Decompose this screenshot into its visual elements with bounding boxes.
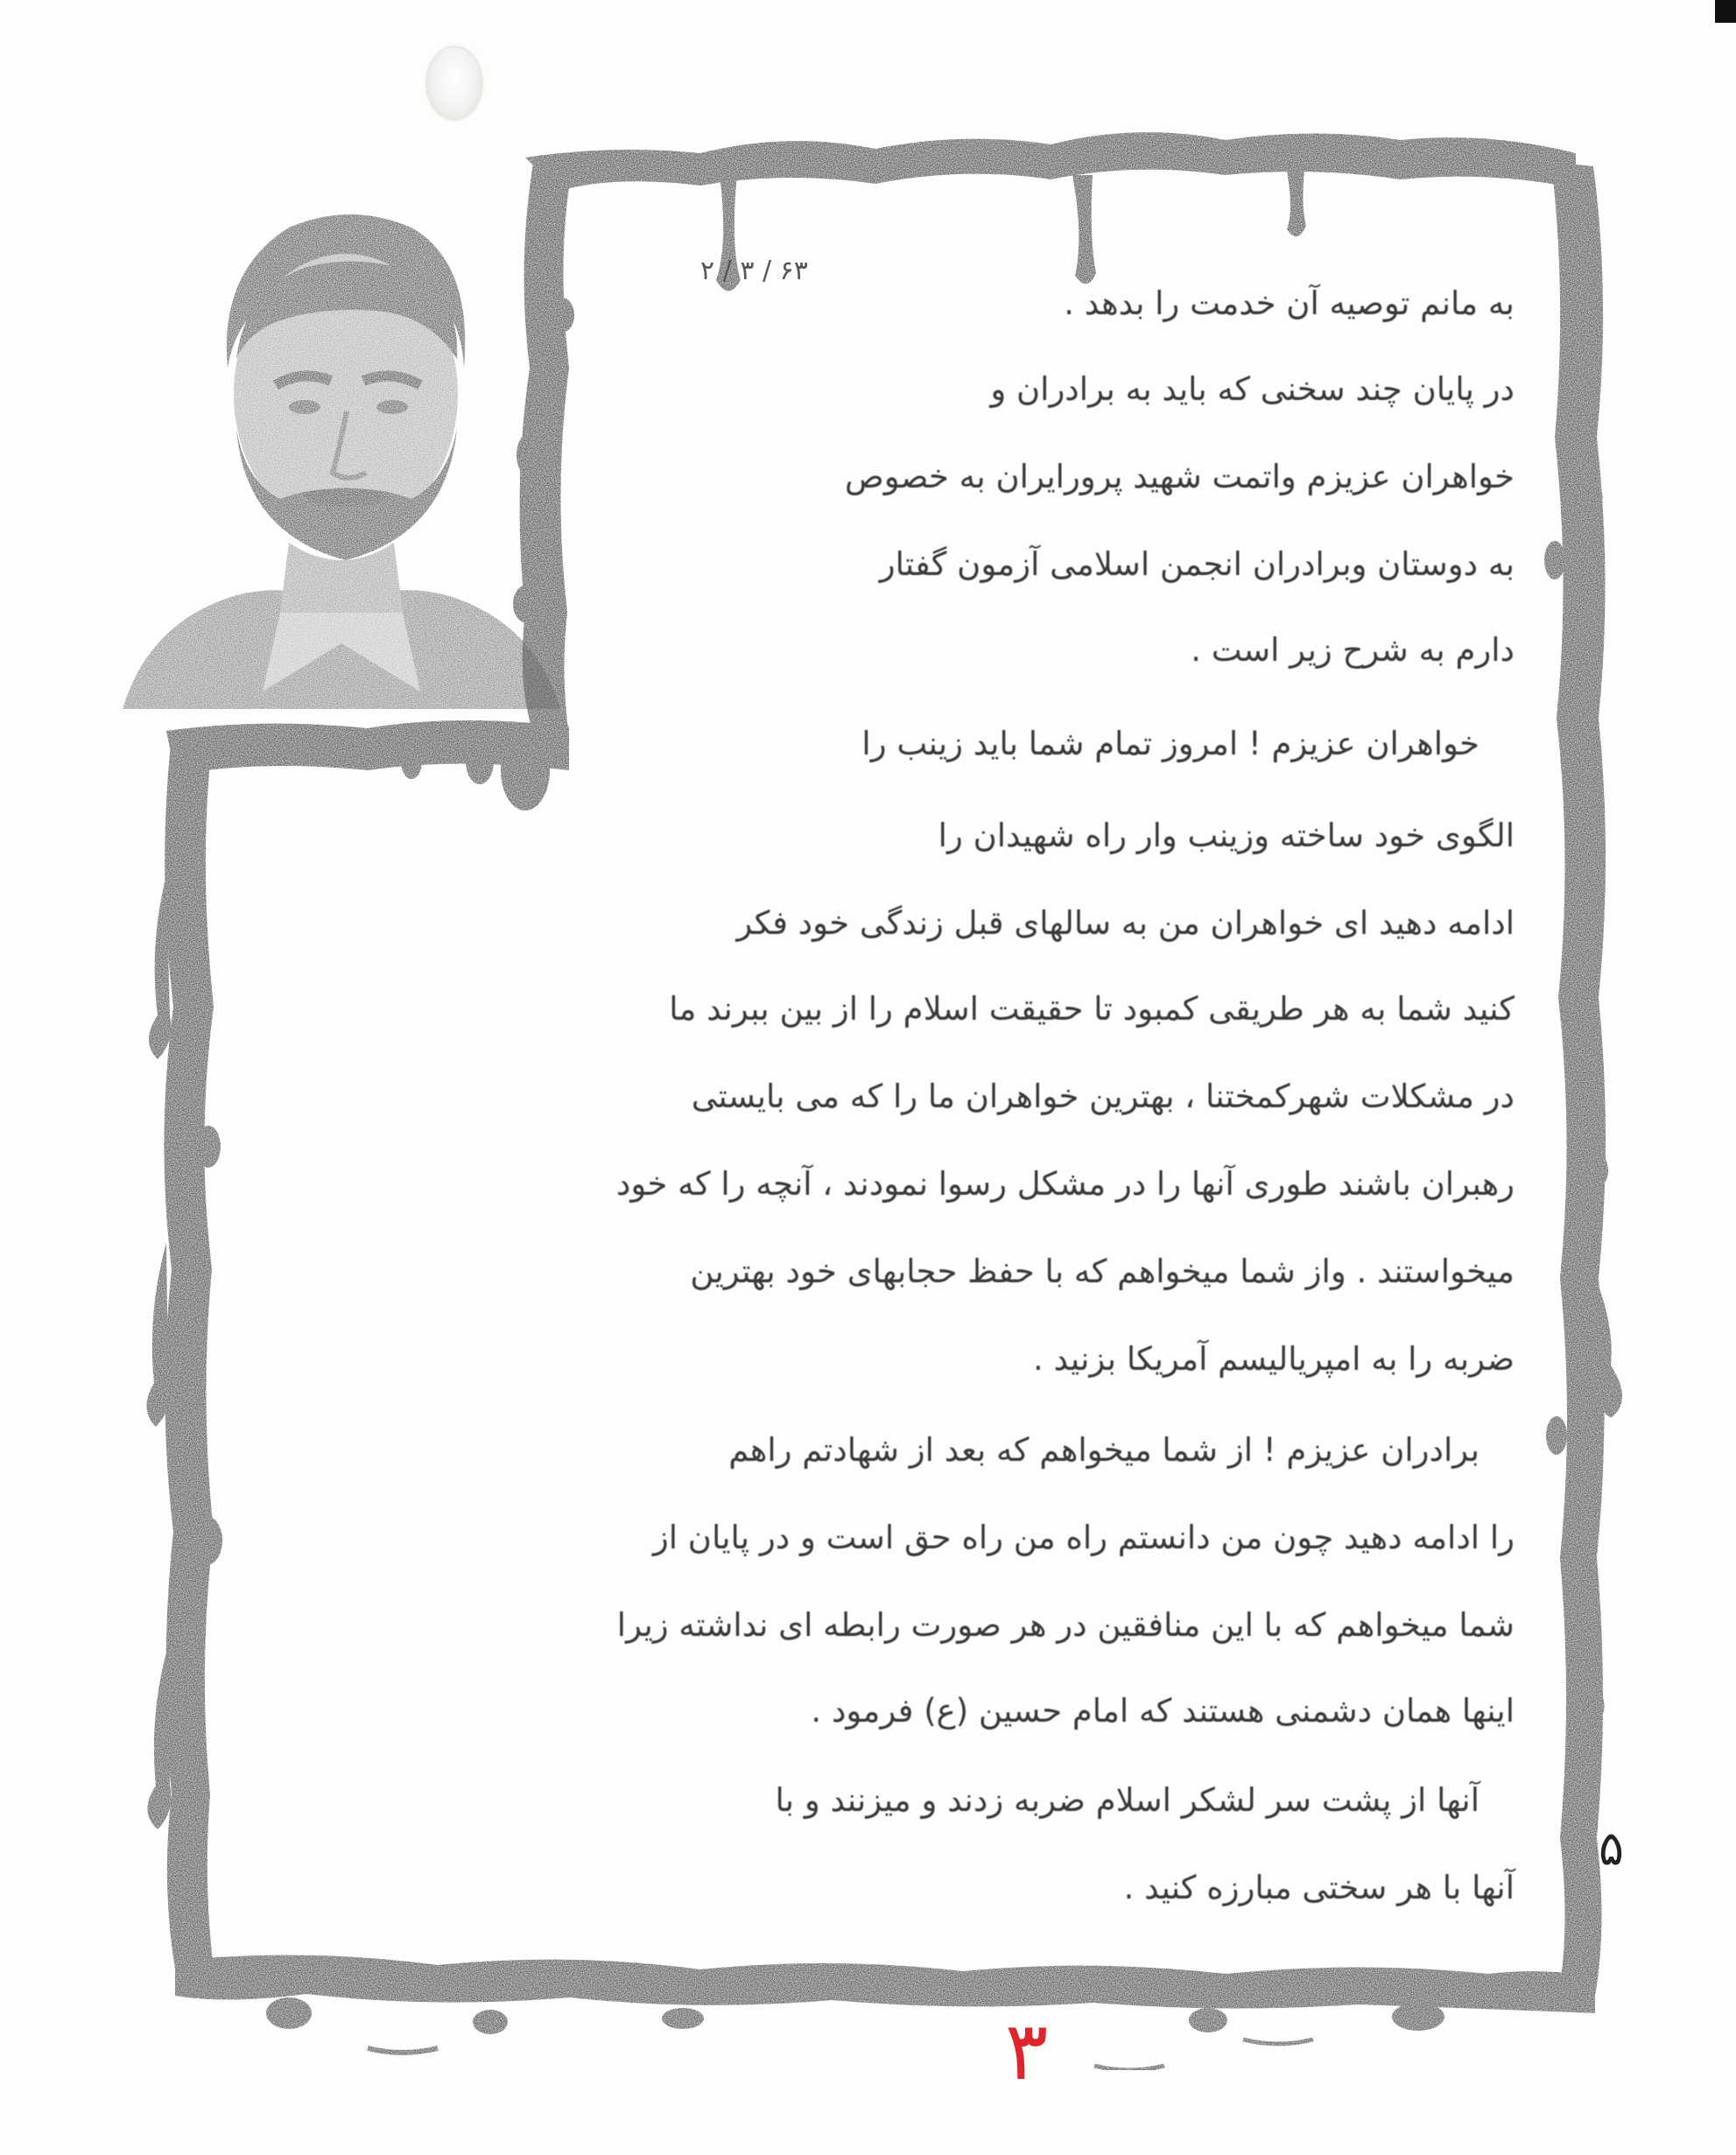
letter-line: ادامه دهید ای خواهران من به سالهای قبل زندگی خود فکر [736, 904, 1515, 942]
letter-line: برادران عزیزم ! از شما میخواهم که بعد از شهادتم راهم [728, 1431, 1479, 1469]
letter-line: شما میخواهم که با این منافقین در هر صورت رابطه ای نداشته زیرا [616, 1606, 1515, 1644]
letter-line: خواهران عزیزم ! امروز تمام شما باید زینب را [861, 725, 1479, 762]
letter-line: را ادامه دهید چون من دانستم راه من راه حق است و در پایان از [652, 1519, 1515, 1556]
letter-line: در پایان چند سخنی که باید به برادران و [990, 370, 1515, 408]
letter-line: رهبران باشند طوری آنها را در مشکل رسوا نمودند ، آنچه را که خود [615, 1165, 1515, 1203]
letter-line: به دوستان وبرادران انجمن اسلامی آزمون گفتار [879, 545, 1515, 583]
page-number: ۳ [1005, 2004, 1049, 2098]
letter-line: اینها همان دشمنی هستند که امام حسین (ع) فرمود . [811, 1692, 1515, 1730]
letter-line: خواهران عزیزم واتمت شهید پرورایران به خصوص [845, 458, 1515, 495]
letter-line: میخواستند . واز شما میخواهم که با حفظ حجابهای خود بهترین [690, 1253, 1515, 1290]
letter-line: به مانم توصیه آن خدمت را بدهد . [1064, 284, 1515, 322]
date-note: ۶۳ / ۳ / ۲ [700, 256, 808, 286]
letter-line: الگوی خود ساخته وزینب وار راه شهیدان را [938, 817, 1515, 854]
letter-line: آنها از پشت سر لشکر اسلام ضربه زدند و میزنند و با [775, 1781, 1479, 1819]
letter-line: آنها با هر سختی مبارزه کنید . [1123, 1869, 1515, 1906]
letter-body [289, 236, 1515, 1952]
letter-line: ضربه را به امپریالیسم آمریکا بزنید . [1032, 1340, 1515, 1378]
letter-line: کنید شما به هر طریقی کمبود تا حقیقت اسلام را از بین ببرند ما [669, 990, 1515, 1028]
letter-line: در مشکلات شهرکمختنا ، بهترین خواهران ما را که می بایستی [691, 1078, 1515, 1115]
letter-line: دارم به شرح زیر است . [1191, 631, 1515, 669]
margin-mark: ۵ [1599, 1821, 1625, 1876]
